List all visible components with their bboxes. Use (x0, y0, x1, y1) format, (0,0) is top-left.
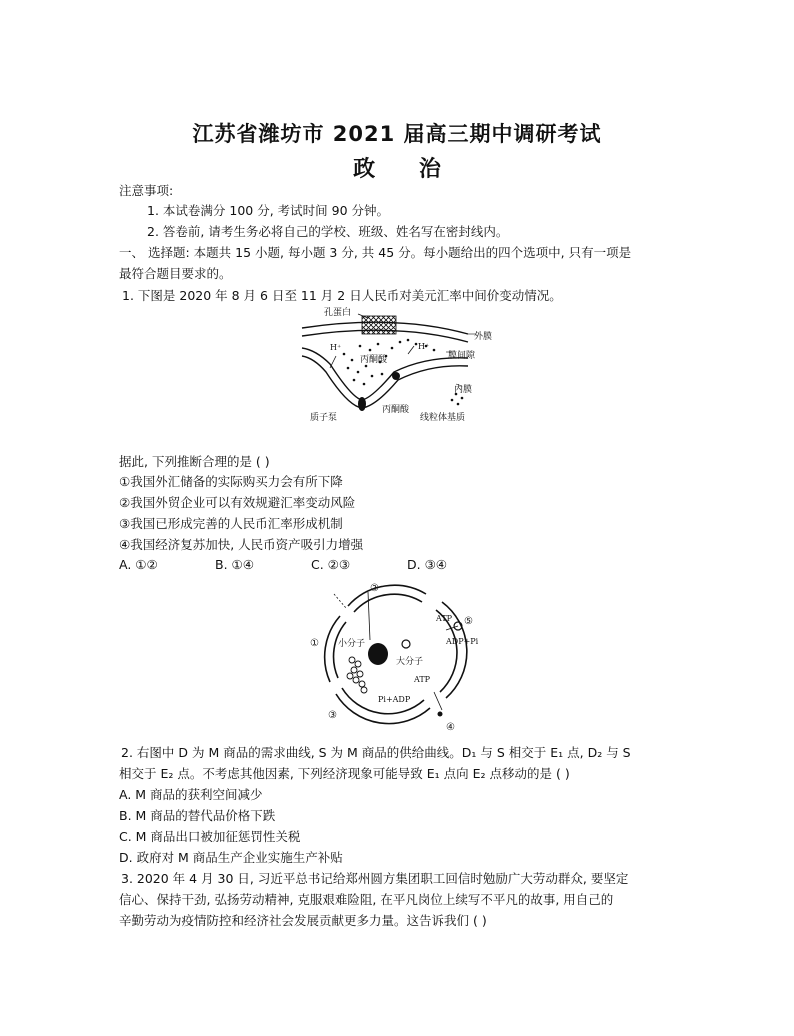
label-pi-adp: Pi+ADP (378, 695, 411, 704)
label-matrix: 线粒体基质 (420, 413, 466, 423)
vesicle-cluster (347, 657, 367, 693)
figure-cell-transport (304, 580, 500, 732)
question-3-stem-cont: 信心、保持干劲, 弘扬劳动精神, 克服艰难险阻, 在平凡岗位上续写不平凡的故事, 用自己的 (119, 892, 614, 907)
label-3: ③ (328, 710, 337, 721)
label-1: ① (310, 638, 319, 649)
option-b: B. M 商品的替代品价格下跌 (119, 808, 276, 823)
porin-protein (362, 316, 396, 334)
proton-pump (358, 397, 366, 411)
question-3-stem-cont: 辛勤劳动为疫情防控和经济社会发展贡献更多力量。这告诉我们 ( ) (119, 913, 487, 928)
vesicle (402, 640, 410, 648)
question-2-stem: 2. 右图中 D 为 M 商品的需求曲线, S 为 M 商品的供给曲线。D₁ 与 S 相交于 E₁ 点, D₂ 与 S (121, 745, 631, 760)
statement-item: ②我国外贸企业可以有效规避汇率变动风险 (119, 495, 356, 510)
notice-item: 2. 答卷前, 请考生务必将自己的学校、班级、姓名写在密封线内。 (147, 224, 509, 239)
option-d: D. ③④ (407, 557, 447, 572)
label-2: ② (370, 583, 379, 594)
section-heading: 一、 选择题: 本题共 15 小题, 每小题 3 分, 共 45 分。每小题给出的四个选项中, 只有一项是 (119, 245, 632, 260)
nucleus (368, 643, 388, 665)
option-a: A. M 商品的获利空间减少 (119, 787, 263, 802)
question-1-stem: 1. 下图是 2020 年 8 月 6 日至 11 月 2 日人民币对美元汇率中间价变动情况。 (122, 288, 562, 303)
notice-heading: 注意事项: (119, 183, 174, 198)
pyruvate-transporter (392, 372, 400, 380)
statement-item: ①我国外汇储备的实际购买力会有所下降 (119, 474, 343, 489)
statement-item: ④我国经济复苏加快, 人民币资产吸引力增强 (119, 537, 364, 552)
section-heading-cont: 最符合题目要求的。 (119, 266, 232, 281)
label-h-right: H⁺ (418, 342, 430, 351)
label-adp-pi: ADP+Pi (446, 637, 479, 646)
question-3-stem: 3. 2020 年 4 月 30 日, 习近平总书记给郑州圆方集团职工回信时勉励广大劳动群众, 要坚定 (121, 871, 629, 886)
option-c: C. M 商品出口被加征惩罚性关税 (119, 829, 301, 844)
label-porin: 孔蛋白 (324, 308, 352, 318)
exam-title: 江苏省潍坊市 2021 届高三期中调研考试 (192, 122, 602, 146)
label-inner-membrane: 内膜 (454, 385, 473, 395)
label-4: ④ (446, 722, 455, 732)
option-b: B. ①④ (215, 557, 254, 572)
notice-item: 1. 本试卷满分 100 分, 考试时间 90 分钟。 (147, 203, 390, 218)
option-a: A. ①② (119, 557, 158, 572)
label-atp-bottom: ATP (414, 675, 431, 684)
question-2-stem-cont: 相交于 E₂ 点。不考虑其他因素, 下列经济现象可能导致 E₁ 点向 E₂ 点移动的是 ( ) (119, 766, 570, 781)
label-proton-pump: 质子泵 (310, 413, 338, 423)
question-1-prompt: 据此, 下列推断合理的是 ( ) (119, 454, 270, 469)
label-outer-membrane: 外膜 (474, 332, 493, 342)
label-h-left: H⁺ (330, 343, 342, 352)
option-c: C. ②③ (311, 557, 351, 572)
label-intermembrane-space: 膜间隙 (448, 351, 476, 361)
label-pyruvate-bottom: 丙酮酸 (382, 405, 410, 415)
option-d: D. 政府对 M 商品生产企业实施生产补贴 (119, 850, 343, 865)
figure-mitochondria-membrane (296, 300, 508, 430)
statement-item: ③我国已形成完善的人民币汇率形成机制 (119, 516, 343, 531)
label-atp-top: ATP (436, 614, 453, 623)
vesicle (438, 712, 443, 717)
label-pyruvate-top: 丙酮酸 (360, 355, 388, 365)
label-small-molecule: 小分子 (338, 639, 366, 649)
subject-title: 政 治 (353, 157, 441, 182)
label-5: ⑤ (464, 616, 473, 627)
label-large-molecule: 大分子 (396, 657, 424, 667)
